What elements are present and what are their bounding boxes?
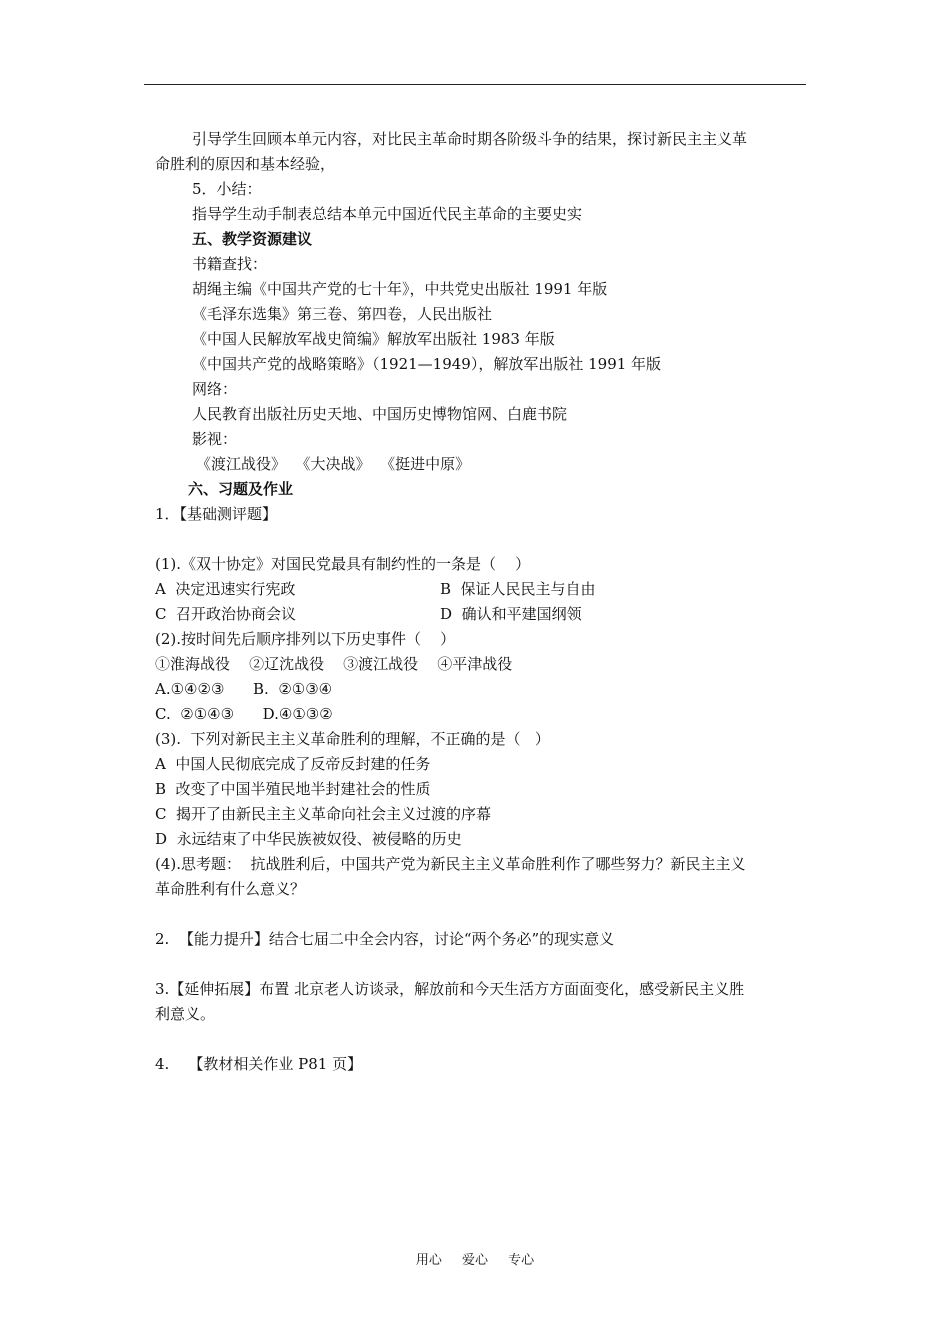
footer-item: 用心 xyxy=(415,1253,442,1268)
section-extension-line-2: 利意义。 xyxy=(155,1005,216,1023)
q2-stem: (2).按时间先后顺序排列以下历史事件（ ） xyxy=(155,630,456,648)
intro-line-1: 引导学生回顾本单元内容，对比民主革命时期各阶级斗争的结果，探讨新民主主义革 xyxy=(192,130,748,148)
book-item: 《中国共产党的战略策略》（1921—1949），解放军出版社 1991 年版 xyxy=(192,355,662,373)
header-rule xyxy=(144,84,806,85)
book-item: 《毛泽东选集》第三卷、第四卷，人民出版社 xyxy=(192,305,493,323)
section-textbook: 4. 【教材相关作业 P81 页】 xyxy=(155,1055,363,1073)
intro-line-2: 命胜利的原因和基本经验， xyxy=(155,155,336,173)
q2-options-ab: A.①④②③ B. ②①③④ xyxy=(155,680,333,698)
q1-option-d: D 确认和平建国纲领 xyxy=(440,605,582,623)
section-ability: 2. 【能力提升】结合七届二中全会内容，讨论“两个务必”的现实意义 xyxy=(155,930,615,948)
book-item: 《中国人民解放军战史简编》解放军出版社 1983 年版 xyxy=(192,330,555,348)
q3-option-c: C 揭开了由新民主主义革命向社会主义过渡的序幕 xyxy=(155,805,492,823)
q2-events: ①淮海战役 ②辽沈战役 ③渡江战役 ④平津战役 xyxy=(155,655,513,673)
books-label: 书籍查找： xyxy=(192,255,268,273)
web-label: 网络： xyxy=(192,380,238,398)
q1-option-b: B 保证人民民主与自由 xyxy=(440,580,596,598)
q3-option-b: B 改变了中国半殖民地半封建社会的性质 xyxy=(155,780,431,798)
q3-option-a: A 中国人民彻底完成了反帝反封建的任务 xyxy=(155,755,431,773)
q2-options-cd: C. ②①④③ D.④①③② xyxy=(155,705,333,723)
summary-text: 指导学生动手制表总结本单元中国近代民主革命的主要史实 xyxy=(192,205,583,223)
q1-option-c: C 召开政治协商会议 xyxy=(155,605,297,623)
q1-stem: (1).《双十协定》对国民党最具有制约性的一条是（ ） xyxy=(155,555,531,573)
book-item: 胡绳主编《中国共产党的七十年》，中共党史出版社 1991 年版 xyxy=(192,280,608,298)
resources-heading: 五、教学资源建议 xyxy=(192,230,313,248)
section-extension-line-1: 3.【延伸拓展】布置 北京老人访谈录，解放前和今天生活方方面面变化，感受新民主义胜 xyxy=(155,980,745,998)
q1-option-a: A 决定迅速实行宪政 xyxy=(155,580,296,598)
film-list: 《渡江战役》 《大决战》 《挺进中原》 xyxy=(196,455,471,473)
homework-heading: 六、习题及作业 xyxy=(188,480,294,498)
web-resources: 人民教育出版社历史天地、中国历史博物馆网、白鹿书院 xyxy=(192,405,568,423)
q4-line-2: 革命胜利有什么意义？ xyxy=(155,880,306,898)
film-label: 影视： xyxy=(192,430,238,448)
q4-line-1: (4).思考题： 抗战胜利后，中国共产党为新民主主义革命胜利作了哪些努力？新民主主义 xyxy=(155,855,746,873)
summary-heading: 5．小结： xyxy=(192,180,262,198)
q3-stem: (3). 下列对新民主主义革命胜利的理解，不正确的是（ ） xyxy=(155,730,550,748)
footer-item: 爱心 xyxy=(461,1253,488,1268)
footer-item: 专心 xyxy=(508,1253,535,1268)
section-basic-heading: 1．【基础测评题】 xyxy=(155,505,278,523)
q3-option-d: D 永远结束了中华民族被奴役、被侵略的历史 xyxy=(155,830,462,848)
page-footer xyxy=(0,1249,950,1268)
